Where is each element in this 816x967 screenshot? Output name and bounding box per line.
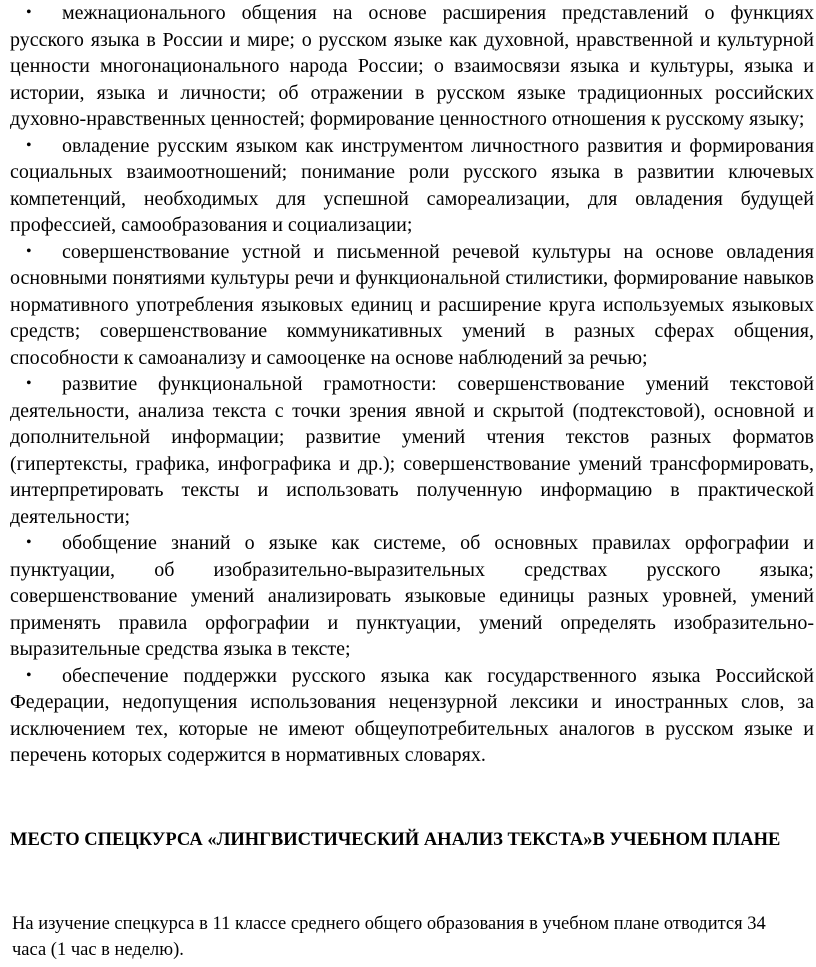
list-item-text: обобщение знаний о языке как системе, об основных правилах орфографии и пунктуации, об изобразительно-выразительных средствах русского языка; совершенствование умений анализировать языковые единицы разных уровней, умений применять правила орфографии и пунктуации, умений определять изобразительно-выразительные средства языка в тексте; — [10, 532, 814, 660]
list-item — [10, 663, 814, 769]
bullet-icon: • — [26, 4, 32, 21]
list-item — [10, 0, 814, 133]
list-item-text: обеспечение поддержки русского языка как государственного языка Российской Федерации, недопущения использования нецензурной лексики и иностранных слов, за исключением тех, которые не имеют общеупотребительных аналогов в русском языке и перечень которых содержится в нормативных словарях. — [10, 664, 814, 766]
list-item — [10, 133, 814, 239]
list-item-text: развитие функциональной грамотности: совершенствование умений текстовой деятельности, анализа текста с точки зрения явной и скрытой (подтекстовой), основной и дополнительной информации; развитие умений чтения текстов разных форматов (гипертексты, графика, инфографика и др.); совершенствование умений трансформировать, интерпретировать тексты и использовать полученную информацию в практической деятельности; — [10, 373, 814, 528]
list-item — [10, 371, 814, 530]
list-item-text: межнационального общения на основе расширения представлений о функциях русского языка в России и мире; о русском языке как духовной, нравственной и культурной ценности многонационального народа России; о взаимосвязи языка и культуры, языка и истории, языка и личности; об отражении в русском языке традиционных российских духовно-нравственных ценностей; формирование ценностного отношения к русскому языку; — [10, 2, 814, 130]
list-item — [10, 530, 814, 663]
bullet-icon: • — [26, 136, 32, 154]
bullet-icon: • — [26, 242, 32, 260]
goals-list — [10, 0, 814, 769]
list-item-text: совершенствование устной и письменной речевой культуры на основе овладения основными понятиями культуры речи и функциональной стилистики, формирование навыков нормативного употребления языковых единиц и расширение круга используемых языковых средств; совершенствование коммуникативных умений в разных сферах общения, способности к самоанализу и самооценке на основе наблюдений за речью; — [10, 240, 814, 369]
bullet-icon: • — [26, 534, 32, 551]
list-item — [10, 239, 814, 372]
bullet-icon: • — [26, 375, 32, 392]
list-item-text: овладение русским языком как инструментом личностного развития и формирования социальных взаимоотношений; понимание роли русского языка в развитии ключевых компетенций, необходимых для успешной самореализации, для овладения будущей профессией, самообразования и социализации; — [10, 134, 814, 236]
section-heading: МЕСТО СПЕЦКУРСА «ЛИНГВИСТИЧЕСКИЙ АНАЛИЗ ТЕКСТА»В УЧЕБНОМ ПЛАНЕ — [10, 830, 781, 850]
bullet-icon: • — [26, 666, 32, 684]
section-paragraph: На изучение спецкурса в 11 классе среднего общего образования в учебном плане отводится 34 часа (1 час в неделю). — [12, 914, 766, 960]
